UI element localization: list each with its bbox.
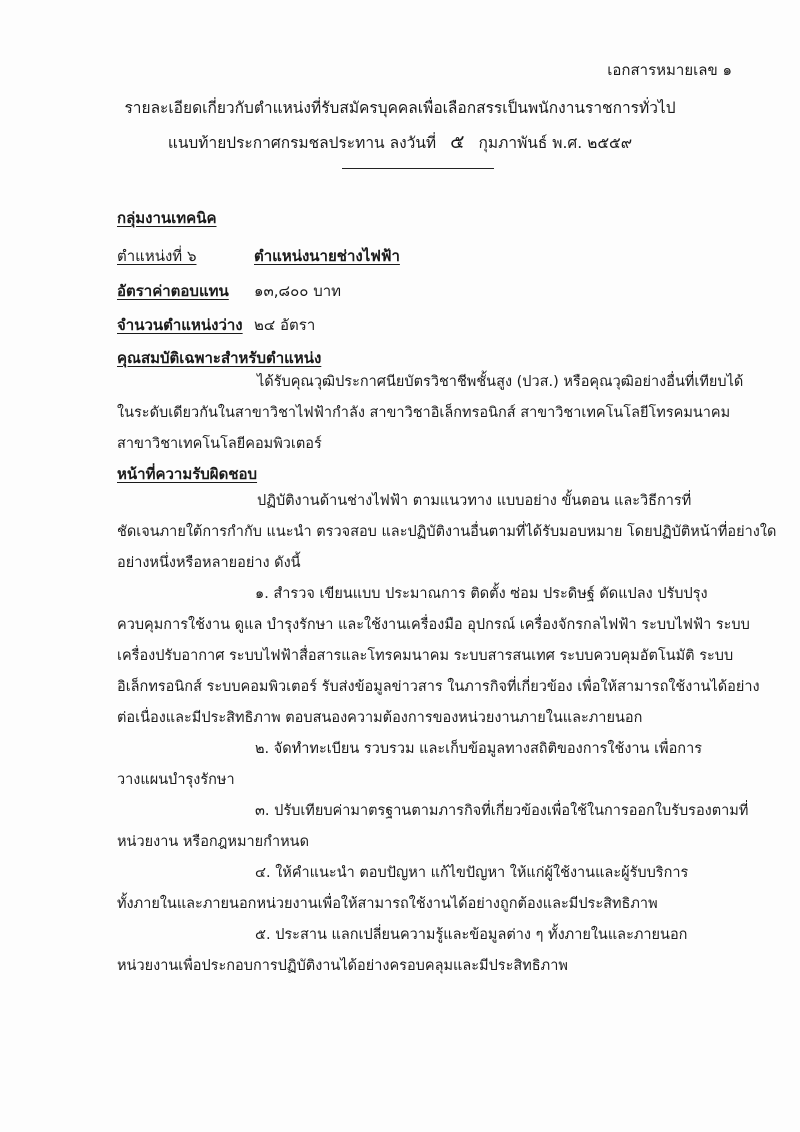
position-row [117, 244, 400, 268]
duties-intro-line: อย่างหนึ่งหรือหลายอย่าง ดังนี้ [117, 555, 301, 571]
duty-item-1-line: ควบคุมการใช้งาน ดูแล บำรุงรักษา และใช้งานเครื่องมือ อุปกรณ์ เครื่องจักรกลไฟฟ้า ระบบไฟฟ้า ระบบ [117, 617, 750, 633]
duties-heading: หน้าที่ความรับผิดชอบ [117, 465, 258, 483]
qualification-text [117, 367, 744, 460]
qualification-line: สาขาวิชาเทคโนโลยีคอมพิวเตอร์ [117, 436, 322, 452]
duties-intro-line: ชัดเจนภายใต้การกำกับ แนะนำ ตรวจสอบ และปฏิบัติงานอื่นตามที่ได้รับมอบหมาย โดยปฏิบัติหน้าที่อย่างใด [117, 524, 777, 540]
qualification-line: ได้รับคุณวุฒิประกาศนียบัตรวิชาชีพชั้นสูง (ปวส.) หรือคุณวุฒิอย่างอื่นที่เทียบได้ [257, 374, 744, 390]
position-value: ตำแหน่งนายช่างไฟฟ้า [254, 247, 400, 265]
title-divider [342, 168, 494, 169]
subtitle-suffix: กุมภาพันธ์ พ.ศ. ๒๕๕๙ [478, 134, 633, 152]
duty-item-5: ๕. ประสาน แลกเปลี่ยนความรู้และข้อมูลต่าง ๆ ทั้งภายในและภายนอก [255, 927, 688, 943]
duties-text [117, 486, 777, 982]
salary-value: ๑๓,๘๐๐ บาท [254, 282, 342, 300]
vacancy-row [117, 313, 316, 337]
salary-row [117, 279, 342, 303]
document-title: รายละเอียดเกี่ยวกับตำแหน่งที่รับสมัครบุคคลเพื่อเลือกสรรเป็นพนักงานราชการทั่วไป [124, 99, 676, 117]
vacancy-label: จำนวนตำแหน่งว่าง [117, 316, 243, 334]
subtitle-prefix: แนบท้ายประกาศกรมชลประทาน ลงวันที่ [167, 134, 437, 152]
subtitle-day: ๕ [450, 131, 465, 153]
duty-item-2-line: วางแผนบำรุงรักษา [117, 772, 235, 788]
duty-item-4-line: ทั้งภายในและภายนอกหน่วยงานเพื่อให้สามารถใช้งานได้อย่างถูกต้องและมีประสิทธิภาพ [117, 896, 658, 912]
salary-label: อัตราค่าตอบแทน [117, 282, 229, 300]
duty-item-1-line: ต่อเนื่องและมีประสิทธิภาพ ตอบสนองความต้องการของหน่วยงานภายในและภายนอก [117, 710, 643, 726]
duty-item-1-line: เครื่องปรับอากาศ ระบบไฟฟ้าสื่อสารและโทรคมนาคม ระบบสารสนเทศ ระบบควบคุมอัตโนมัติ ระบบ [117, 648, 734, 664]
duty-item-1: ๑. สำรวจ เขียนแบบ ประมาณการ ติดตั้ง ซ่อม ประดิษฐ์ ดัดแปลง ปรับปรุง [255, 586, 708, 602]
qualification-line: ในระดับเดียวกันในสาขาวิชาไฟฟ้ากำลัง สาขาวิชาอิเล็กทรอนิกส์ สาขาวิชาเทคโนโลยีโทรคมนาคม [117, 405, 731, 421]
document-subtitle [0, 127, 800, 157]
position-label: ตำแหน่งที่ ๖ [117, 247, 197, 265]
vacancy-value: ๒๔ อัตรา [254, 316, 316, 334]
qualification-heading: คุณสมบัติเฉพาะสำหรับตำแหน่ง [117, 349, 322, 367]
duty-item-5-line: หน่วยงานเพื่อประกอบการปฏิบัติงานได้อย่างครอบคลุมและมีประสิทธิภาพ [117, 958, 568, 974]
group-heading: กลุ่มงานเทคนิค [117, 209, 217, 227]
duty-item-4: ๔. ให้คำแนะนำ ตอบปัญหา แก้ไขปัญหา ให้แก่ผู้ใช้งานและผู้รับบริการ [255, 865, 689, 881]
document-number: เอกสารหมายเลข ๑ [607, 61, 732, 79]
duty-item-3: ๓. ปรับเทียบค่ามาตรฐานตามภารกิจที่เกี่ยวข้องเพื่อใช้ในการออกใบรับรองตามที่ [255, 803, 749, 819]
duty-item-1-line: อิเล็กทรอนิกส์ ระบบคอมพิวเตอร์ รับส่งข้อมูลข่าวสาร ในภารกิจที่เกี่ยวข้อง เพื่อให้สามารถใช้งานได้อย่าง [117, 679, 760, 695]
duties-intro-line: ปฏิบัติงานด้านช่างไฟฟ้า ตามแนวทาง แบบอย่าง ขั้นตอน และวิธีการที่ [257, 493, 692, 509]
duty-item-2: ๒. จัดทำทะเบียน รวบรวม และเก็บข้อมูลทางสถิติของการใช้งาน เพื่อการ [255, 741, 703, 757]
duty-item-3-line: หน่วยงาน หรือกฎหมายกำหนด [117, 834, 309, 850]
